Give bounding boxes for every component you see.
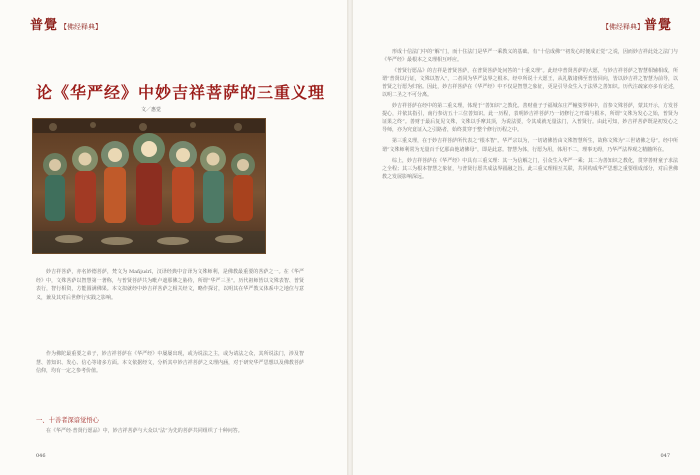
page-number-left: 046 xyxy=(36,453,46,459)
right-paragraph-3: 妙吉祥菩萨在经中的第二重义理，体现于“善知识”之教化。善财童子于福城东庄严幢娑罗林中，首参文殊菩萨，蒙其开示，方发菩提心，并依其指引，南行参访五十三位善知识。此一历程，表明妙吉祥菩萨乃一切修行之开端与根本，所谓“文殊为发心之始，普贤为证果之终”。善财于最后复见文殊，文殊以手摩其顶，为说法要，令其成就无量法门，入普贤行。由此可知，妙吉祥菩萨既是初发心之导师，亦为究竟证入之引路者，始终贯穿于整个修行历程之中。 xyxy=(382,103,678,134)
article-author: 文／惠觉 xyxy=(141,107,162,113)
right-paragraph-1: 形成十信法门中的“解”门，而十住法门是华严一乘教义的基础。有“十信成佛”“初发心时便成正觉”之说，因而妙吉祥此处之法门与《华严经》最根本之义理相互呼应。 xyxy=(382,49,678,64)
running-header-left xyxy=(30,14,102,33)
magazine-logo: 普覺 xyxy=(643,18,672,33)
right-page xyxy=(350,0,700,475)
left-paragraph-1: 妙吉祥菩萨，亦名妙德菩萨，梵文为 Mañjuśrī，汉译经典中音译为文殊师利，是佛教最重要的菩萨之一。在《华严经》中，文殊菩萨以智慧第一著称，与普贤菩萨共为毗卢遮那佛之胁侍，所谓“华严三圣”。历代祖师皆以文殊表智、普贤表行，智行相资，方能圆满佛果。本文拟就经中妙吉祥菩萨之相关经文，略作探讨，以明其在华严教义体系中之地位与意义，兼及其对后世修行实践之影响。 xyxy=(36,269,304,301)
left-paragraph-3: 在《华严经·普贤行愿品》中，妙吉祥菩萨与大众以“法”为先的菩萨共同组织了十种问答。 xyxy=(46,428,243,434)
mural-image xyxy=(32,118,266,254)
running-header-right xyxy=(600,14,672,33)
right-paragraph-4: 第三重义理，在于妙吉祥菩萨所代表之“根本智”。华严宗以为，一切诸佛皆由文殊智慧所生，故称文殊为“三世诸佛之母”。经中所谓“文殊师利常为无量百千亿那由他诸佛母”，即是此意。智慧为体，行愿为用，体用不二，理事无碍，乃华严法界观之精髓所在。 xyxy=(382,138,678,153)
right-paragraph-5: 综上，妙吉祥菩萨在《华严经》中具有三重义理：其一为信解之门，引众生入华严一乘；其二为善知识之教化，贯穿善财童子求法之全程；其三为根本智慧之象征，与普贤行愿共成法界圆融之旨。此三重义理相互关联，共同构成华严思想之重要组成部分，对后世佛教之发展影响深远。 xyxy=(382,157,678,180)
left-paragraph-2: 作为佛陀最重要之弟子，妙吉祥菩萨在《华严经》中屡屡出现，或为说法之主，或为请法之众，其所说法门，涉及智慧、善知识、发心、信心等诸多方面。本文依据经文，分析其中妙吉祥菩萨之义理内涵，对于研究华严思想以及佛教菩萨信仰，均有一定之参考价值。 xyxy=(36,351,304,375)
page-number-right: 047 xyxy=(660,453,670,459)
right-paragraph-2: 《普贤行愿品》的吉祥是普贤菩萨，在普贤菩萨处问答的“十重义理”。此经中普贤菩萨的大愿，与妙吉祥菩萨之智慧相辅相成，所谓“普贤以行证，文殊以智入”，二者同为华严法界之根本。经中所说十大愿王，从礼敬诸佛至普皆回向，皆以妙吉祥之智慧为前导，以普贤之行愿为归宿。因此，妙吉祥菩萨在《华严经》中不仅是智慧之象征，更是引导众生入于法界之善知识。历代注疏家亦多有论述，以明二圣之不可分离。 xyxy=(382,68,678,99)
mural-illustration-icon xyxy=(33,119,265,253)
article-title: 论《华严经》中妙吉祥菩萨的三重义理 xyxy=(36,83,326,102)
section-heading: 一、十善者深谙觉悟心 xyxy=(36,417,99,424)
right-text-column xyxy=(382,48,678,184)
magazine-logo: 普覺 xyxy=(30,18,59,33)
book-gutter xyxy=(347,0,353,475)
section-label: 【佛经释典】 xyxy=(601,23,644,31)
section-label: 【佛经释典】 xyxy=(60,23,103,31)
